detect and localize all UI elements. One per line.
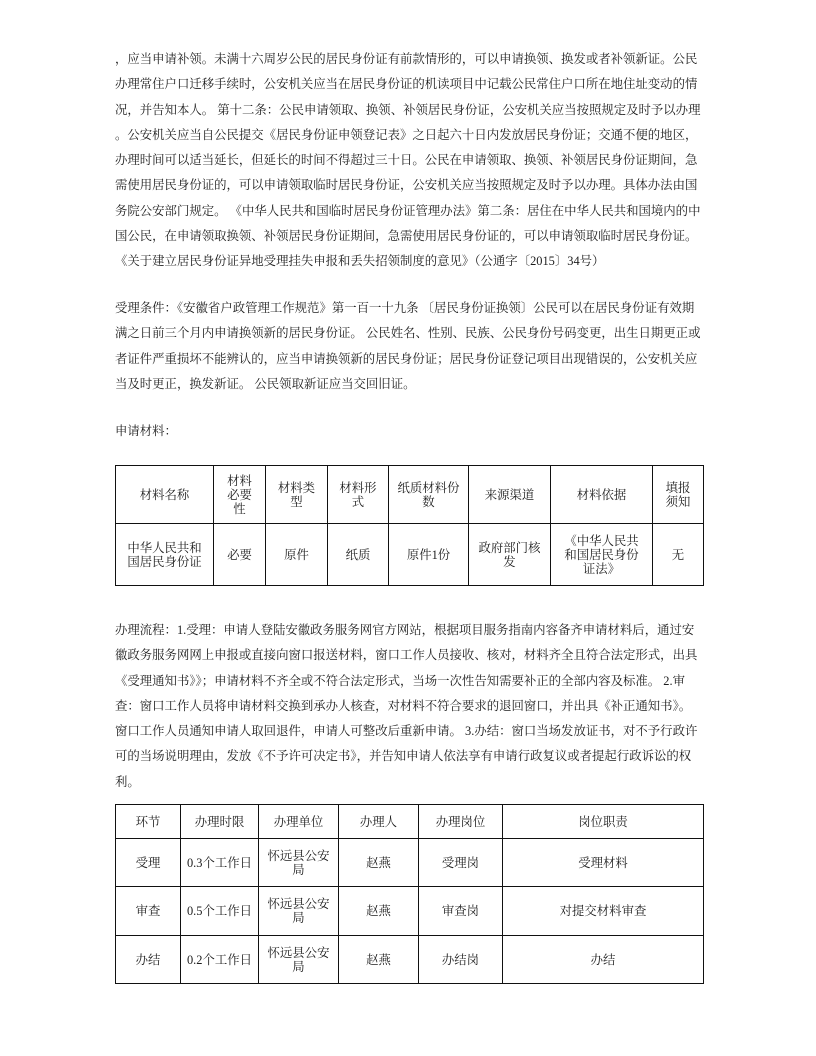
table-cell: 中华人民共和国居民身份证: [116, 524, 214, 586]
table-cell: 受理材料: [503, 839, 704, 887]
body-text-line: 需使用居民身份证的，可以申请领取临时居民身份证，公安机关应当按照规定及时予以办理。具体办法由国: [115, 178, 698, 193]
body-text-line: 。公安机关应当自公民提交《居民身份证申领登记表》之日起六十日内发放居民身份证；交通不便的地区，: [115, 127, 698, 142]
table-cell: 赵燕: [339, 887, 419, 936]
table-header-cell: 材料形式: [328, 466, 389, 524]
table-cell: 办结: [116, 936, 181, 984]
table-cell: 0.5个工作日: [181, 887, 259, 936]
body-text-line: 者证件严重损坏不能辨认的，应当申请换领新的居民身份证；居民身份证登记项目出现错误的，公安机关应: [115, 351, 698, 366]
table-cell: 无: [653, 524, 704, 586]
table-header-cell: 材料类型: [266, 466, 328, 524]
table-cell: 赵燕: [339, 839, 419, 887]
table-cell: 受理岗: [419, 839, 503, 887]
table-cell: 政府部门核发: [469, 524, 551, 586]
body-text-line: 受理条件：《安徽省户政管理工作规范》第一百一十九条 〔居民身份证换领〕公民可以在居民身份证有效期: [115, 301, 695, 315]
table-header-cell: 材料依据: [551, 466, 653, 524]
process-paragraph: [115, 618, 715, 795]
acceptance-conditions-paragraph: [115, 296, 715, 397]
table-cell: 怀远县公安局: [259, 936, 339, 984]
table-cell: 原件1份: [389, 524, 469, 586]
table-row: [116, 839, 704, 887]
body-text-line: 利。: [115, 774, 140, 789]
table-header-cell: 环节: [116, 805, 181, 839]
table-cell: 必要: [214, 524, 266, 586]
table-header-cell: 纸质材料份数: [389, 466, 469, 524]
table-cell: 审查: [116, 887, 181, 936]
table-cell: 原件: [266, 524, 328, 586]
body-text-line: 窗口工作人员通知申请人取回退件，申请人可整改后重新申请。 3.办结：窗口当场发放证书，对不予行政许: [115, 724, 698, 739]
process-steps-table: [115, 804, 704, 984]
table-header-cell: 材料必要性: [214, 466, 266, 524]
body-text-line: 查：窗口工作人员将申请材料交换到承办人核查，对材料不符合要求的退回窗口，并出具《补正通知书》。: [115, 698, 692, 713]
table-cell: 0.3个工作日: [181, 839, 259, 887]
body-text-line: 可的当场说明理由，发放《不予许可决定书》，并告知申请人依法享有申请行政复议或者提起行政诉讼的权: [115, 749, 692, 764]
table-cell: 赵燕: [339, 936, 419, 984]
table-cell: 纸质: [328, 524, 389, 586]
table-header-cell: 办理单位: [259, 805, 339, 839]
table-header-cell: 办理时限: [181, 805, 259, 839]
table-cell: 对提交材料审查: [503, 887, 704, 936]
table-header-cell: 办理人: [339, 805, 419, 839]
body-text-line: 况，并告知本人。 第十二条：公民申请领取、换领、补领居民身份证，公安机关应当按照规定及时予以办理: [115, 102, 701, 117]
table-row: [116, 936, 704, 984]
body-text-line: 满之日前三个月内申请换领新的居民身份证。 公民姓名、性别、民族、公民身份号码变更，出生日期更正或: [115, 326, 701, 341]
body-text-line: ，应当申请补领。未满十六周岁公民的居民身份证有前款情形的，可以申请换领、换发或者补领新证。公民: [115, 52, 698, 66]
body-text-line: 当及时更正，换发新证。 公民领取新证应当交回旧证。: [115, 376, 416, 391]
materials-table: [115, 465, 704, 586]
body-text-line: 《受理通知书》》；申请材料不齐全或不符合法定形式，当场一次性告知需要补正的全部内容及标准。 2.审: [115, 673, 685, 688]
table-cell: 受理: [116, 839, 181, 887]
table-header-cell: 岗位职责: [503, 805, 704, 839]
table-cell: 0.2个工作日: [181, 936, 259, 984]
table-header-row: [116, 466, 704, 524]
body-text-line: 《关于建立居民身份证异地受理挂失申报和丢失招领制度的意见》（公通字〔2015〕34号）: [115, 254, 605, 269]
table-header-cell: 来源渠道: [469, 466, 551, 524]
table-header-cell: 材料名称: [116, 466, 214, 524]
table-cell: 《中华人民共和国居民身份证法》: [551, 524, 653, 586]
table-header-cell: 办理岗位: [419, 805, 503, 839]
table-header-row: [116, 805, 704, 839]
table-cell: 怀远县公安局: [259, 839, 339, 887]
body-text-line: 办理流程：1.受理：申请人登陆安徽政务服务网官方网站，根据项目服务指南内容备齐申请材料后，通过安: [115, 623, 695, 637]
table-row: [116, 887, 704, 936]
table-row: [116, 524, 704, 586]
body-text-line: 办理常住户口迁移手续时，公安机关应当在居民身份证的机读项目中记载公民常住户口所在地住址变动的情: [115, 77, 698, 92]
body-text-line: 办理时间可以适当延长，但延长的时间不得超过三十日。公民在申请领取、换领、补领居民身份证期间，急: [115, 153, 698, 168]
materials-heading-block: [115, 419, 715, 444]
table-cell: 办结: [503, 936, 704, 984]
legal-basis-paragraph: [115, 47, 715, 275]
materials-heading: 申请材料：: [115, 424, 177, 438]
body-text-line: 务院公安部门规定。 《中华人民共和国临时居民身份证管理办法》第二条：居住在中华人民共和国境内的中: [115, 203, 701, 218]
table-cell: 审查岗: [419, 887, 503, 936]
body-text-line: 徽政务服务网网上申报或直接向窗口报送材料，窗口工作人员接收、核对，材料齐全且符合法定形式，出具: [115, 648, 698, 663]
table-header-cell: 填报须知: [653, 466, 704, 524]
table-cell: 怀远县公安局: [259, 887, 339, 936]
table-cell: 办结岗: [419, 936, 503, 984]
body-text-line: 国公民，在申请领取换领、补领居民身份证期间，急需使用居民身份证的，可以申请领取临时居民身份证。: [115, 229, 698, 244]
